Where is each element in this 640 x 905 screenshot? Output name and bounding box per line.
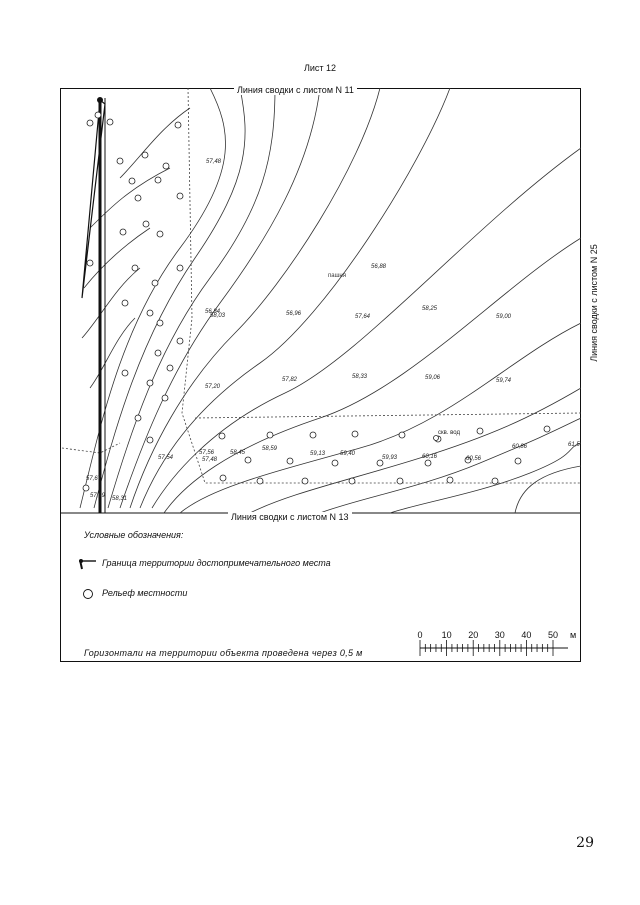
boundary-marker-icon xyxy=(78,556,98,570)
elevation-label: 57,48 xyxy=(206,159,222,165)
edge-label-top: Линия сводки с листом N 11 xyxy=(234,85,357,95)
elevation-label: 57,82 xyxy=(282,377,298,383)
scale-tick-label: 10 xyxy=(441,630,452,640)
elevation-label: 57,54 xyxy=(158,455,174,461)
elevation-label: 59,93 xyxy=(382,455,398,461)
elevation-label: 58,25 xyxy=(422,306,438,312)
elevation-label: 58,31 xyxy=(112,496,128,502)
elevation-label: 57,67 xyxy=(86,476,102,482)
elevation-label: 59,40 xyxy=(340,451,356,457)
elevation-label: 56,96 xyxy=(286,311,302,317)
relief-circle-icon xyxy=(78,586,98,600)
elevation-label: 58,59 xyxy=(262,446,278,452)
relief-circles xyxy=(83,112,550,491)
elevation-label: 56,84 xyxy=(205,309,221,315)
property-boundary xyxy=(82,97,105,513)
scale-bar xyxy=(412,628,584,660)
elevation-label: 58,45 xyxy=(230,450,246,456)
legend-title: Условные обозначения: xyxy=(84,530,184,540)
elevation-label: 59,74 xyxy=(496,378,512,384)
elevation-label: 57,48 xyxy=(202,457,218,463)
legend-item-boundary xyxy=(78,556,331,570)
elevation-label: 56,88 xyxy=(371,264,387,270)
field-label: пашня xyxy=(328,273,346,279)
elevation-label: 59,13 xyxy=(310,451,326,457)
elevation-label: 59,06 xyxy=(425,375,441,381)
elevation-label: 58,33 xyxy=(352,374,368,380)
elevation-label: 60,56 xyxy=(466,456,482,462)
elevation-label: 57,99 xyxy=(90,493,106,499)
contour-interval-note: Горизонтали на территории объекта проведена через 0,5 м xyxy=(84,648,363,658)
contour-lines xyxy=(80,88,581,513)
legend-item-label: Рельеф местности xyxy=(102,588,188,598)
well-label: скв. вод xyxy=(438,430,460,436)
topographic-map xyxy=(60,88,581,516)
scale-tick-label: 50 xyxy=(547,630,559,640)
scale-unit-label: м xyxy=(570,630,577,640)
elevation-labels xyxy=(86,159,580,502)
elevation-label: 57,56 xyxy=(199,450,215,456)
elevation-label: 57,20 xyxy=(205,384,221,390)
scale-tick-label: 40 xyxy=(521,630,532,640)
scale-tick-label: 0 xyxy=(417,630,423,640)
scale-tick-label: 30 xyxy=(494,630,505,640)
edge-label-bottom: Линия сводки с листом N 13 xyxy=(228,512,352,522)
elevation-label: 57,64 xyxy=(355,314,371,320)
elevation-label: 60,86 xyxy=(512,444,528,450)
elevation-label: 60,16 xyxy=(422,454,438,460)
edge-label-right: Линия сводки с листом N 25 xyxy=(589,230,599,376)
elevation-label: 58,03 xyxy=(210,313,226,319)
scale-tick-label: 20 xyxy=(468,630,479,640)
page-number: 29 xyxy=(576,835,594,851)
elevation-label: 59,00 xyxy=(496,314,512,320)
legend-item-label: Граница территории достопримечательного места xyxy=(102,558,331,568)
legend-item-relief xyxy=(78,586,187,600)
elevation-label: 61,5 xyxy=(568,442,580,448)
sheet-title: Лист 12 xyxy=(303,63,337,73)
zone-boundary-dashed xyxy=(62,88,581,483)
